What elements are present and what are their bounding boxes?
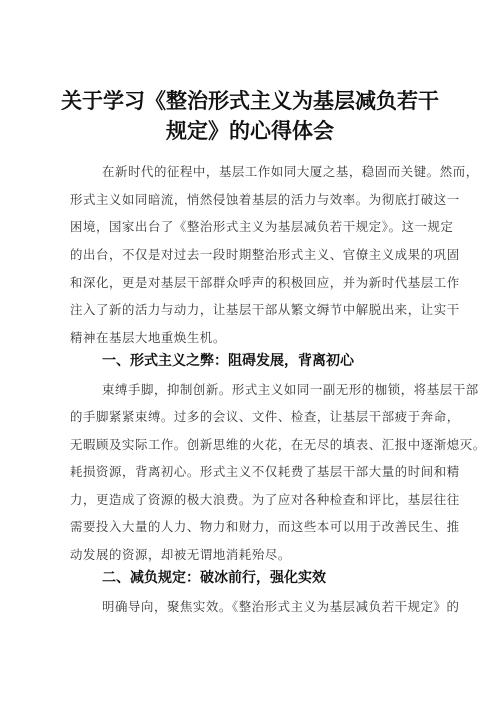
paragraph1-line7: 精神在基层大地重焕生机。 — [70, 330, 226, 345]
section-heading-2: 二、减负规定：破冰前行，强化实效 — [102, 570, 326, 586]
document-title-line1: 关于学习《整治形式主义为基层减负若干 — [61, 89, 439, 113]
paragraph3-line1: 明确导向，聚焦实效。《整治形式主义为基层减负若干规定》的 — [102, 599, 460, 614]
paragraph2-line7: 动发展的资源，却被无谓地消耗殆尽。 — [70, 547, 291, 562]
paragraph2-line3: 无暇顾及实际工作。创新思维的火花，在无尽的填表、汇报中逐渐熄灭。 — [70, 437, 486, 452]
paragraph1-line5: 和深化，更是对基层干部群众呼声的积极回应，并为新时代基层工作 — [70, 275, 460, 290]
paragraph2-line5: 力，更造成了资源的极大浪费。为了应对各种检查和评比，基层往往 — [70, 492, 460, 507]
paragraph2-line6: 需要投入大量的人力、物力和财力，而这些本可以用于改善民生、推 — [70, 519, 460, 534]
section-heading-1: 一、形式主义之弊：阻碍发展，背离初心 — [102, 353, 354, 369]
paragraph2-line1: 束缚手脚，抑制创新。形式主义如同一副无形的枷锁，将基层干部 — [102, 382, 479, 397]
paragraph1-line6: 注入了新的活力与动力，让基层干部从繁文缛节中解脱出来，让实干 — [70, 302, 460, 317]
paragraph1-line2: 形式主义如同暗流，悄然侵蚀着基层的活力与效率。为彻底打破这一 — [70, 192, 460, 207]
paragraph1-line3: 困境，国家出台了《整治形式主义为基层减负若干规定》。这一规定 — [70, 219, 454, 234]
paragraph2-line4: 耗损资源，背离初心。形式主义不仅耗费了基层干部大量的时间和精 — [70, 464, 460, 479]
paragraph1-line4: 的出台，不仅是对过去一段时期整治形式主义、官僚主义成果的巩固 — [70, 247, 460, 262]
paragraph1-line1: 在新时代的征程中，基层工作如同大厦之基，稳固而关键。然而， — [102, 164, 479, 179]
document-title-line2: 规定》的心得体会 — [166, 119, 334, 143]
paragraph2-line2: 的手脚紧紧束缚。过多的会议、文件、检查，让基层干部疲于奔命， — [70, 409, 460, 424]
